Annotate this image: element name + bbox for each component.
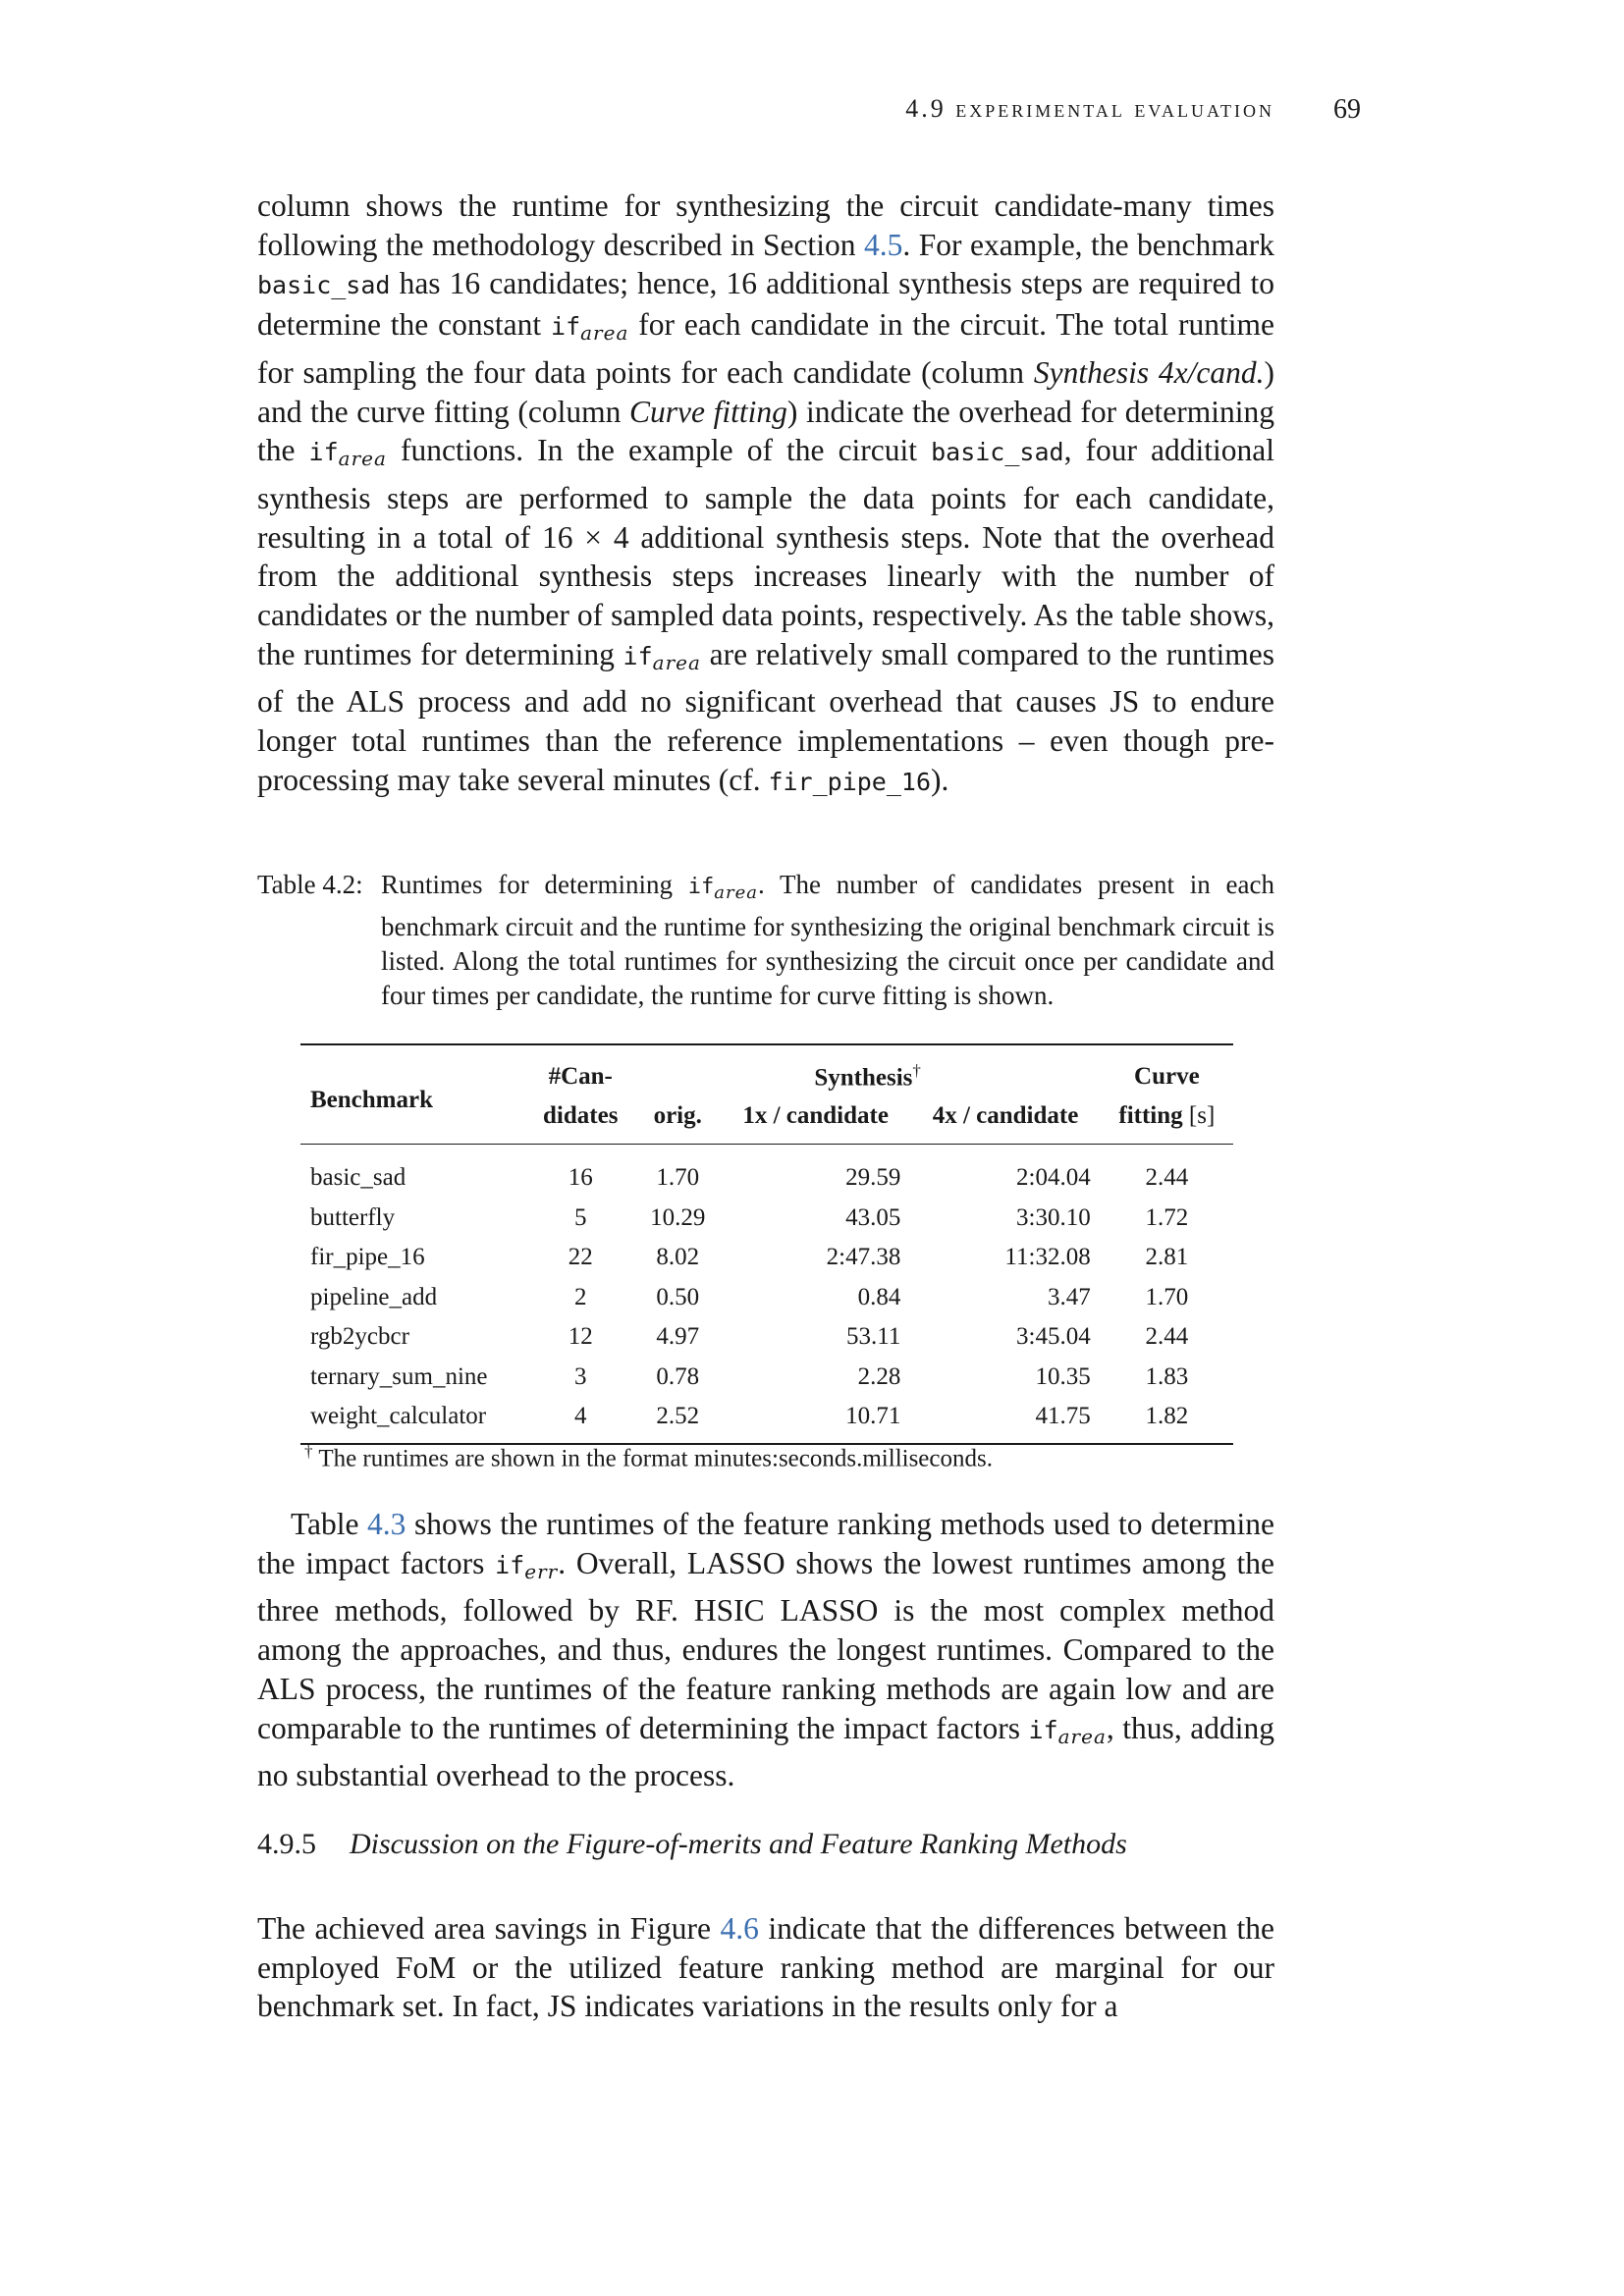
table-cell: pipeline_add <box>310 1283 438 1310</box>
code-fir-pipe: fir_pipe_16 <box>768 767 932 796</box>
text-run: has 16 candidates; hence, 16 additional synthesis steps are required to determine the constant <box>257 266 1274 343</box>
table-cell: 41.75 <box>910 1397 1100 1444</box>
table-cell: 2:47.38 <box>826 1244 901 1271</box>
table-cell: 4 <box>526 1397 635 1444</box>
table-cell: 0.50 <box>656 1283 700 1310</box>
table-cell: basic_sad <box>310 1164 406 1192</box>
math-subscript: area <box>580 321 629 346</box>
table-row <box>300 1317 1233 1358</box>
math-subscript: area <box>652 650 701 674</box>
table-caption <box>257 868 1274 1013</box>
table-cell: butterfly <box>310 1203 396 1231</box>
text-run: , four additional synthesis steps are performed to sample the data points for each candidate, resulting in a total of 16 × 4 additional synthesis steps. Note that the overhead from the additional synthesis steps increases linearly with the number of candidates or the number of sampled data points, respectively. As the table shows, the runtimes for determining <box>257 433 1275 671</box>
table-row <box>300 1238 1233 1278</box>
dagger-mark: † <box>912 1061 921 1081</box>
column-header-benchmark: Benchmark <box>300 1044 526 1145</box>
table-cell: 3.47 <box>1047 1283 1091 1310</box>
text-run: ) indicate the overhead for determining the <box>257 394 1274 468</box>
table-cell: 43.05 <box>845 1203 901 1231</box>
table-ref-link[interactable]: 4.3 <box>367 1507 406 1541</box>
table-row <box>300 1358 1233 1398</box>
table-row <box>300 1145 1233 1199</box>
page-header <box>257 94 1361 130</box>
table-footnote <box>304 1442 993 1472</box>
footnote-text: The runtimes are shown in the format minutes:seconds.milliseconds. <box>318 1445 993 1472</box>
table-cell: 10.35 <box>1035 1362 1091 1390</box>
section-title: Discussion on the Figure-of-merits and Feature Ranking Methods <box>350 1828 1127 1860</box>
table-cell: 29.59 <box>845 1164 901 1192</box>
table-body <box>300 1145 1233 1444</box>
table-cell: 1.82 <box>1101 1397 1233 1444</box>
running-head: 4.9 experimental evaluation <box>905 94 1274 123</box>
table-cell: 0.84 <box>857 1283 901 1310</box>
table-cell: 8.02 <box>656 1244 700 1271</box>
text-run: column shows the runtime for synthesizing the circuit candidate-many times following the methodology described in Section <box>257 188 1274 262</box>
math-subscript: err <box>524 1559 559 1583</box>
data-table <box>300 1043 1233 1445</box>
table-cell: 5 <box>573 1203 587 1231</box>
table-cell: 2.44 <box>1145 1323 1189 1351</box>
text-run: ) and the curve fitting (column <box>257 354 1274 429</box>
text-run: The achieved area savings in Figure <box>257 1911 721 1946</box>
table-cell: 53.11 <box>846 1323 901 1351</box>
column-header-orig: orig. <box>635 1096 721 1145</box>
paragraph-2 <box>257 1505 1274 1795</box>
text-run: ). <box>931 762 949 797</box>
curve-fitting-label: fitting <box>1118 1102 1183 1129</box>
runtime-table <box>300 1043 1233 1445</box>
math-if: if <box>495 1550 525 1579</box>
table-cell: 1.70 <box>1145 1283 1189 1310</box>
math-subscript: area <box>338 447 387 471</box>
table-cell: 11:32.08 <box>1004 1244 1091 1271</box>
text-run: Table <box>291 1507 368 1541</box>
table-cell: 2.28 <box>857 1362 901 1390</box>
table-cell: 16 <box>568 1164 593 1192</box>
math-subscript: area <box>1057 1724 1107 1748</box>
emphasis: Curve fitting <box>628 394 787 429</box>
table-cell: 1.70 <box>656 1164 700 1192</box>
table-cell: 2.81 <box>1145 1244 1189 1271</box>
math-if: if <box>623 641 653 670</box>
synthesis-label: Synthesis <box>814 1064 913 1092</box>
figure-ref-link[interactable]: 4.6 <box>720 1911 759 1946</box>
table-cell: 2.52 <box>635 1397 721 1444</box>
table-cell: 1.72 <box>1145 1203 1189 1231</box>
column-header-4x: 4x / candidate <box>910 1096 1100 1145</box>
table-header-row <box>300 1044 1233 1096</box>
text-run: are relatively small compared to the runtimes of the ALS process and add no significant overhead that causes JS to endure longer total runtimes than the reference implementations – even though pre-processing may take several minutes (cf. <box>257 636 1274 797</box>
column-header-candidates: #Can- <box>526 1044 635 1096</box>
column-header-curve: Curve <box>1101 1044 1233 1096</box>
table-cell: rgb2ycbcr <box>310 1323 409 1351</box>
code-basic-sad: basic_sad <box>931 438 1064 467</box>
text-run: . For example, the benchmark <box>902 227 1274 262</box>
dagger-mark: † <box>304 1442 313 1461</box>
code-basic-sad: basic_sad <box>257 271 391 300</box>
table-cell: 12 <box>568 1323 593 1351</box>
table-cell: 2 <box>573 1283 587 1310</box>
table-cell: 10.71 <box>721 1397 910 1444</box>
math-if: if <box>687 875 715 899</box>
emphasis: Synthesis 4x/cand. <box>1033 354 1265 390</box>
table-row <box>300 1278 1233 1318</box>
table-cell: 4.97 <box>656 1323 700 1351</box>
caption-text <box>381 868 1274 1013</box>
table-cell: 22 <box>568 1244 593 1271</box>
table-row <box>300 1199 1233 1239</box>
text-run: indicate that the differences between the employed FoM or the utilized feature ranking method are marginal for our benchmark set. In fact, JS indicates variations in the results only for a <box>257 1911 1274 2024</box>
paragraph-1 <box>257 187 1274 802</box>
math-if: if <box>551 312 581 342</box>
table-cell: fir_pipe_16 <box>310 1244 425 1271</box>
math-subscript: area <box>714 882 759 903</box>
column-header-candidates-cont: didates <box>526 1096 635 1145</box>
section-number: 4.9.5 <box>257 1828 316 1860</box>
table-cell: 10.29 <box>650 1203 706 1231</box>
column-header-curve-cont <box>1101 1096 1233 1145</box>
text-run: . Overall, LASSO shows the lowest runtimes among the three methods, followed by RF. HSIC LASSO is the most complex method among the approaches, and thus, endures the longest runtimes. Compared to the ALS process, the runtimes of the feature ranking methods are again low and are comparable to the runtimes of determining the impact factors <box>257 1545 1275 1745</box>
table-cell: 3 <box>573 1362 587 1390</box>
column-header-synthesis <box>635 1044 1101 1096</box>
table-cell: 0.78 <box>656 1362 700 1390</box>
text-run: for each candidate in the circuit. The total runtime for sampling the four data points for each candidate (column <box>257 307 1274 390</box>
table-cell: weight_calculator <box>300 1397 526 1444</box>
text-run: shows the runtimes of the feature ranking methods used to determine the impact factors <box>257 1507 1274 1580</box>
table-cell: 3:30.10 <box>1016 1203 1091 1231</box>
table-cell: 2:04.04 <box>1016 1164 1091 1192</box>
column-header-1x: 1x / candidate <box>721 1096 910 1145</box>
section-ref-link[interactable]: 4.5 <box>863 227 903 262</box>
table-cell: 2.44 <box>1145 1164 1189 1192</box>
paragraph-3 <box>257 1909 1274 2026</box>
table-cell: 1.83 <box>1145 1362 1189 1390</box>
text-run: Runtimes for determining <box>381 870 688 899</box>
unit-label: [s] <box>1188 1102 1216 1129</box>
table-cell: 3:45.04 <box>1016 1323 1091 1351</box>
table-row <box>300 1397 1233 1444</box>
caption-label: Table 4.2: <box>257 870 363 899</box>
text-run: . The number of candidates present in each benchmark circuit and the runtime for synthesizing the original benchmark circuit is listed. Along the total runtimes for synthesizing the circuit once per candidate and four times per candidate, the runtime for curve fitting is shown. <box>381 870 1275 1010</box>
table-cell: ternary_sum_nine <box>310 1362 488 1390</box>
page-number: 69 <box>1333 94 1361 125</box>
math-if: if <box>308 438 339 467</box>
section-heading <box>257 1828 1127 1861</box>
text-run: functions. In the example of the circuit <box>386 433 932 468</box>
math-if: if <box>1028 1715 1058 1744</box>
text-run: , thus, adding no substantial overhead to the process. <box>257 1710 1274 1793</box>
